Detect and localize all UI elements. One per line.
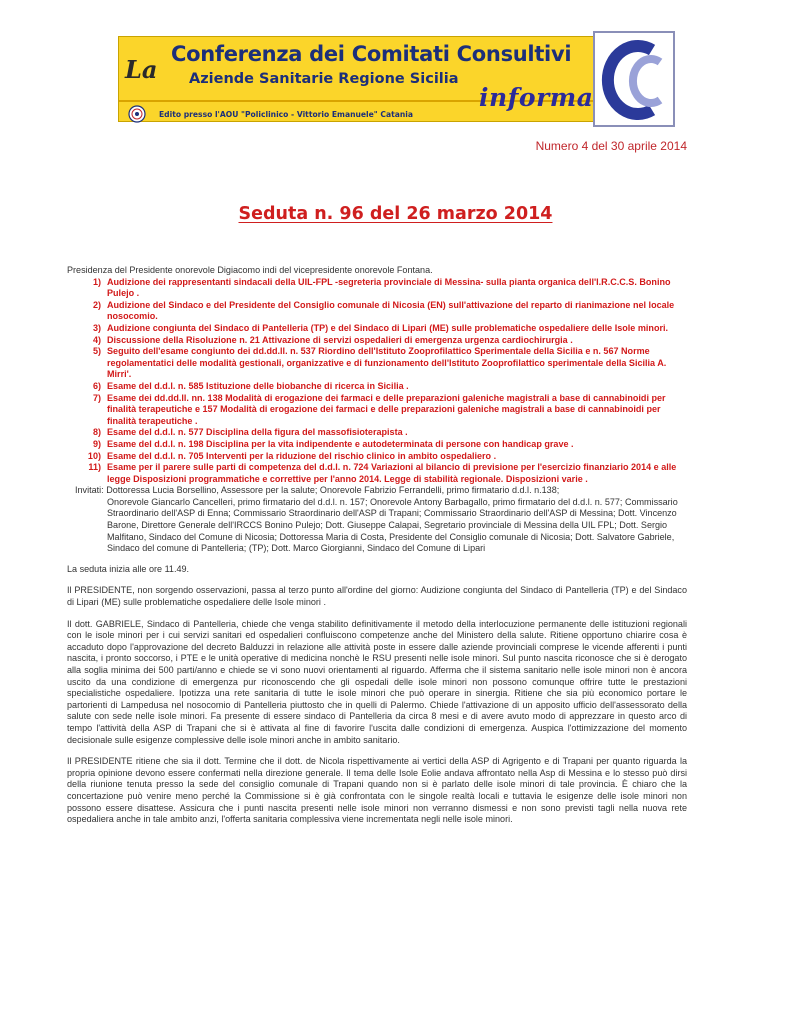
masthead-publisher: Edito presso l'AOU "Policlinico - Vittorio Emanuele" Catania (159, 110, 413, 119)
session-title-text: Seduta n. 96 del 26 marzo 2014 (238, 204, 553, 224)
presidency-line: Presidenza del Presidente onorevole Digiacomo indi del vicepresidente onorevole Fontana. (67, 265, 433, 275)
document-body (67, 265, 687, 826)
invited-rest: Onorevole Giancarlo Cancelleri, primo firmatario del d.d.l. n. 157; Onorevole Antony Barbagallo, primo firmatario del d.d.l. n. 577; Commissario Straordinario dell'ASP di Enna; Commissario Straordinario dell'ASP di Trapani; Commissario Straordinario dell'ASP di Messina; Dott. Vincenzo Barone, Direttore Generale dell'IRCCS Bonino Pulejo; Dott. Giuseppe Calapai, Segretario provinciale di Messina della UIL FPL; Dott. Sergio Malfitano, Sindaco del Comune di Nicosia; Dottoressa Maria di Costa, Presidente del Consiglio comunale di Nicosia; Dott. Salvatore Gabriele, Sindaco del comune di Pantelleria; (TP); Dott. Marco Giorgianni, Sindaco del Comune di Lipari (107, 496, 678, 554)
paragraph-president-reply: Il PRESIDENTE ritiene che sia il dott. Termine che il dott. de Nicola rispettivamente ai vertici della ASP di Agrigento e di Trapani per quanto riguarda la propria opinione devono essere confermati nella direzione generale. Il tema delle Isole Eolie andava affrontato nella Asp di Messina e lo stesso può dirsi della riunione tenuta presso la sede del consiglio comunale di Trapani quando non si è parlato delle isole minori di tale provincia. È chiaro che la concertazione può venire meno perché la Commissione si è già confrontata con le singole realtà locali e tuttavia le esigenze delle isole minori non possono essere disattese. Assicura che i punti nascita presenti nelle isole minori non verranno dismessi e non sono previsti tagli nella nuova rete ospedaliera anche in tale ambito anzi, l'offerta sanitaria complessiva viene incrementata negli nelle isole minori. (67, 756, 687, 825)
masthead-title: Conferenza dei Comitati Consultivi (171, 42, 572, 66)
agenda-item: 2) Audizione del Sindaco e del Presidente del Consiglio comunale di Nicosia (EN) sull'attivazione del reparto di rianimazione nel locale nosocomio. (92, 299, 675, 322)
agenda-item: 6) Esame del d.d.l. n. 585 Istituzione delle biobanche di ricerca in Sicilia . (92, 380, 409, 391)
agenda-item: 4) Discussione della Risoluzione n. 21 Attivazione di servizi ospedalieri di emergenza urgenza cardiochirurgia . (92, 334, 573, 345)
paragraph-president-intro: Il PRESIDENTE, non sorgendo osservazioni, passa al terzo punto all'ordine del giorno: Audizione congiunta del Sindaco di Pantelleria (TP) e del Sindaco di Lipari (ME) sulle problematiche ospedaliere delle Isole minori . (67, 585, 687, 608)
agenda-item: 7) Esame dei dd.dd.ll. nn. 138 Modalità di erogazione dei farmaci e delle preparazioni galeniche magistrali a base di cannabinoidi per finalità terapeutiche e 157 Modalità di erogazione dei farmaci e delle preparazioni galeniche magistrali a base di cannabinoidi per finalità terapeutiche . (92, 392, 666, 426)
agenda-item: 10) Esame del d.d.l. n. 705 Interventi per la riduzione del rischio clinico in ambito ospedaliero . (87, 450, 497, 461)
invited-label: Invitati: (75, 485, 104, 496)
paragraph-gabriele: Il dott. GABRIELE, Sindaco di Pantelleria, chiede che venga stabilito definitivamente il metodo della interlocuzione permanente delle istituzioni regionali con le isole minori per i cui servizi sanitari ed ospedalieri confluiscono competenze anche del Ministero della salute. Ritiene opportuno chiarire cosa è accaduto dopo l'approvazione del decreto Balduzzi in relazione alle attività poste in essere dalle aziende provinciali comprese le vicende afferenti i punti nascita, i pronto soccorso, i PTE e le unità operative di medicina nonchè le RSU presenti nelle isole minori. Sul punto nascita riconosce che si è derogato alla soglia minima dei 500 parti/anno e chiede se vi sono nuovi orientamenti al riguardo. Afferma che il sistema sanitario nelle isole minori non è ancora uscito da una condizione di emergenza pur riconoscendo che gli ospedali delle isole minori non possono comunque offrire tutte le prestazioni specialistiche ospedaliere. Ipotizza una rete sanitaria di tutte le isole minori che può operare in sinergia. Ritiene che sia più economico portare le partorienti di Lampedusa nel nosocomio di Pantelleria piuttosto che in quelli di Palermo. Chiede l'attivazione di un apposito ufficio dell'assessorato della salute con sede nelle isole minori. Fa presente di essere sindaco di Pantelleria da circa 8 mesi e di avere avuto modo di apprezzare in questo arco di tempo l'attività della ASP di Trapani che si è attivata al fine di favorire l'uscita dalle condizioni di emergenza. Auspica l'ottimizzazione del momento decisionale sulle esigenze complessive delle isole minori anche in ambito sanitario. (67, 618, 687, 745)
agenda-item: 9) Esame del d.d.l. n. 198 Disciplina per la vita indipendente e autodeterminata di persone con handicap grave . (92, 438, 574, 449)
cc-logo-icon (592, 30, 676, 128)
invited-first: Dottoressa Lucia Borsellino, Assessore per la salute; Onorevole Fabrizio Ferrandelli, primo firmatario d.d.l. n.138; (106, 485, 560, 496)
session-title (0, 204, 791, 224)
agenda-item: 1) Audizione dei rappresentanti sindacali della UIL-FPL -segreteria provinciale di Messina- sulla pianta organica dell'I.R.C.C.S. Bonino Pulejo . (92, 276, 671, 299)
masthead-la: La (125, 55, 158, 84)
agenda-list (67, 277, 687, 486)
invited-list (75, 485, 687, 555)
agenda-item: 11) Esame per il parere sulle parti di competenza del d.d.l. n. 724 Variazioni al bilancio di previsione per l'esercizio finanziario 2014 e alle legge Disposizioni programmatiche e correttive per l'anno 2014. Legge di stabilità regionale. Disposizioni varie . (88, 462, 677, 484)
masthead (118, 30, 676, 128)
masthead-subtitle: Aziende Sanitarie Regione Sicilia (189, 71, 459, 87)
paragraph-session-start: La seduta inizia alle ore 11.49. (67, 563, 190, 574)
seal-icon (128, 105, 146, 123)
agenda-item: 3) Audizione congiunta del Sindaco di Pantelleria (TP) e del Sindaco di Lipari (ME) sulle problematiche ospedaliere delle Isole minori. (92, 322, 669, 333)
issue-number: Numero 4 del 30 aprile 2014 (535, 139, 687, 153)
masthead-banner (118, 36, 622, 122)
masthead-informa: informa (479, 83, 594, 112)
agenda-item: 5) Seguito dell'esame congiunto dei dd.dd.ll. n. 537 Riordino dell'Istituto Zooprofilattico Sperimentale della Sicilia e n. 567 Norme regolamentatici delle modalità gestionali, organizzative e di funzionamento dell'Istituto Zooprofilattico sperimentale della Sicilia A. Mirri'. (92, 346, 667, 380)
agenda-item: 8) Esame del d.d.l. n. 577 Disciplina della figura del massofisioterapista . (92, 427, 408, 438)
